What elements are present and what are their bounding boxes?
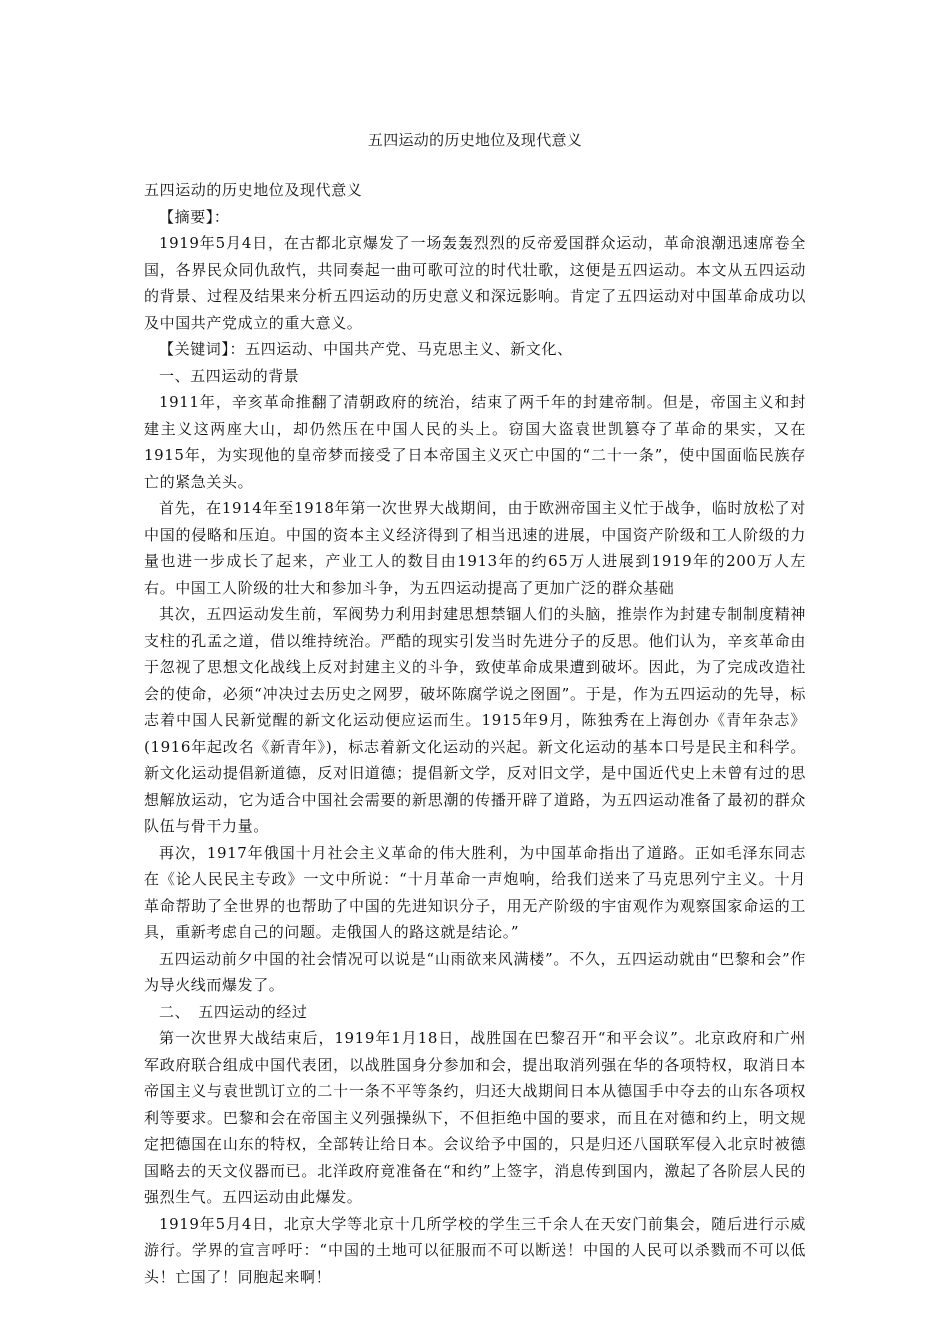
body-paragraph: 其次，五四运动发生前，军阀势力利用封建思想禁锢人们的头脑，推崇作为封建专制制度精神支柱的孔孟之道，借以维持统治。严酷的现实引发当时先进分子的反思。他们认为，辛亥革命由于忽视了思想文化战线上反对封建主义的斗争，致使革命成果遭到破坏。因此，为了完成改造社会的使命，必须“冲决过去历史之网罗，破坏陈腐学说之囹圄”。于是，作为五四运动的先导，标志着中国人民新觉醒的新文化运动便应运而生。1915年9月，陈独秀在上海创办《青年杂志》(1916年起改名《新青年》)，标志着新文化运动的兴起。新文化运动的基本口号是民主和科学。新文化运动提倡新道德，反对旧道德；提倡新文学，反对旧文学，是中国近代史上未曾有过的思想解放运动，它为适合中国社会需要的新思潮的传播开辟了道路，为五四运动准备了最初的群众队伍与骨干力量。 <box>144 605 806 835</box>
keywords-line: 【关键词】：五四运动、中国共产党、马克思主义、新文化、 <box>159 340 573 358</box>
body-paragraph: 第一次世界大战结束后，1919年1月18日，战胜国在巴黎召开“和平会议”。北京政府和广州军政府联合组成中国代表团，以战胜国身分参加和会，提出取消列强在华的各项特权，取消日本帝国主义与袁世凯订立的二十一条不平等条约，归还大战期间日本从德国手中夺去的山东各项权利等要求。巴黎和会在帝国主义列强操纵下，不但拒绝中国的要求，而且在对德和约上，明文规定把德国在山东的特权，全部转让给日本。会议给予中国的，只是归还八国联军侵入北京时被德国略去的天文仪器而已。北洋政府竟准备在“和约”上签字，消息传到国内，激起了各阶层人民的强烈生气。五四运动由此爆发。 <box>144 1029 806 1206</box>
body-paragraph: 1911年，辛亥革命推翻了清朝政府的统治，结束了两千年的封建帝制。但是，帝国主义和封建主义这两座大山，却仍然压在中国人民的头上。窃国大盗袁世凯篡夺了革命的果实，又在1915年，为实现他的皇帝梦而接受了日本帝国主义灭亡中国的“二十一条”，使中国面临民族存亡的紧急关头。 <box>144 393 806 491</box>
body-paragraph: 1919年5月4日，北京大学等北京十几所学校的学生三千余人在天安门前集会，随后进行示威游行。学界的宣言呼吁：“中国的土地可以征服而不可以断送！中国的人民可以杀戮而不可以低头！亡国了！同胞起来啊！ <box>144 1214 806 1286</box>
section-heading-process: 二、 五四运动的经过 <box>159 1002 308 1021</box>
page-title: 五四运动的历史地位及现代意义 <box>367 131 583 149</box>
body-paragraph: 首先，在1914年至1918年第一次世界大战期间，由于欧洲帝国主义忙于战争，临时放松了对中国的侵略和压迫。中国的资本主义经济得到了相当迅速的进展，中国资产阶级和工人阶级的力量也进一步成长了起来，产业工人的数目由1913年的约65万人进展到1919年的200万人左右。中国工人阶级的壮大和参加斗争，为五四运动提高了更加广泛的群众基础 <box>144 499 806 597</box>
abstract-paragraph: 1919年5月4日，在古都北京爆发了一场轰轰烈烈的反帝爱国群众运动，革命浪潮迅速席卷全国，各界民众同仇敌忾，共同奏起一曲可歌可泣的时代壮歌，这便是五四运动。本文从五四运动的背景、过程及结果来分析五四运动的历史意义和深远影响。肯定了五四运动对中国革命成功以及中国共产党成立的重大意义。 <box>144 234 806 332</box>
section-heading-background: 一、五四运动的背景 <box>159 366 300 385</box>
article-heading: 五四运动的历史地位及现代意义 <box>144 181 363 199</box>
abstract-label: 【摘要】： <box>159 207 230 226</box>
body-paragraph: 再次，1917年俄国十月社会主义革命的伟大胜利，为中国革命指出了道路。正如毛泽东同志在《论人民民主专政》一文中所说：“十月革命一声炮响，给我们送来了马克思列宁主义。十月革命帮助了全世界的也帮助了中国的先进知识分子，用无产阶级的宇宙观作为观察国家命运的工具，重新考虑自己的问题。走俄国人的路这就是结论。” <box>144 843 806 941</box>
document-body <box>144 177 806 1290</box>
body-paragraph: 五四运动前夕中国的社会情况可以说是“山雨欲来风满楼”。不久，五四运动就由“巴黎和会”作为导火线而爆发了。 <box>144 949 806 994</box>
